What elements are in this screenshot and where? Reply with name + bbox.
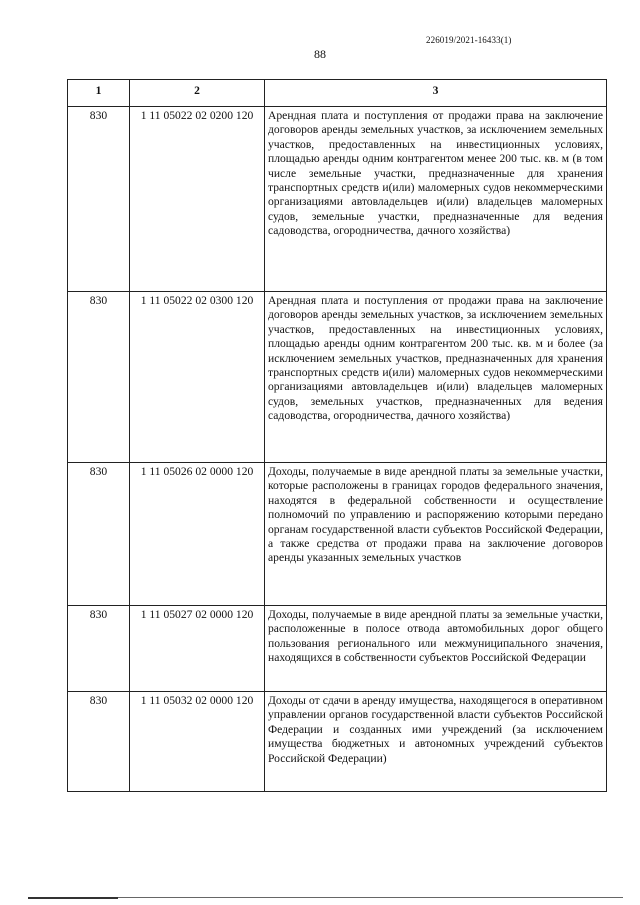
table-row: [68, 107, 607, 292]
description-cell: Доходы от сдачи в аренду имущества, находящегося в оперативном управлении органов государственной власти субъектов Российской Федерации и созданных ими учреждений (за исключением имущества бюджетных и автономных учреждений субъектов Российской Федерации): [265, 692, 607, 792]
revenue-codes-table: [67, 79, 607, 792]
description-cell: Арендная плата и поступления от продажи права на заключение договоров аренды земельных участков, за исключением земельных участков, предоставленных на инвестиционных условиях, площадью аренды одним контрагентом 200 тыс. кв. м и более (за исключением земельных участков, предназначенных для хранения транспортных средств и(или) маломерных судов некоммерческими организациями автовладельцев и(или) владельцев маломерных судов, земельных участков, предназначенных для ведения садоводства, огородничества, дачного хозяйства): [265, 292, 607, 463]
table-row: [68, 463, 607, 606]
table-row: [68, 292, 607, 463]
column-header-3: 3: [265, 80, 607, 107]
description-cell: Доходы, получаемые в виде арендной платы за земельные участки, расположенные в полосе отвода автомобильных дорог общего пользования регионального или межмуниципального значения, находящихся в собственности субъектов Российской Федерации: [265, 606, 607, 692]
revenue-code-cell: 1 11 05027 02 0000 120: [130, 606, 265, 692]
table-row: [68, 692, 607, 792]
column-header-1: 1: [68, 80, 130, 107]
page-bottom-rule-accent: [28, 897, 118, 899]
admin-code-cell: 830: [68, 292, 130, 463]
revenue-code-cell: 1 11 05022 02 0300 120: [130, 292, 265, 463]
description-cell: Арендная плата и поступления от продажи права на заключение договоров аренды земельных участков, за исключением земельных участков, предоставленных на инвестиционных условиях, площадью аренды одним контрагентом менее 200 тыс. кв. м (в том числе земельные участки, предназначенные для хранения транспортных средств и(или) маломерных судов некоммерческими организациями автовладельцев и(или) владельцев маломерных судов, земельные участки, предназначенные для ведения садоводства, огородничества, дачного хозяйства): [265, 107, 607, 292]
description-cell: Доходы, получаемые в виде арендной платы за земельные участки, которые расположены в границах городов федерального значения, находятся в федеральной собственности и осуществление полномочий по управлению и распоряжению которыми передано органам государственной власти субъектов Российской Федерации, а также средства от продажи права на заключение договоров аренды указанных земельных участков: [265, 463, 607, 606]
revenue-code-cell: 1 11 05026 02 0000 120: [130, 463, 265, 606]
page-number: 88: [314, 47, 326, 61]
document-id: 226019/2021-16433(1): [426, 35, 512, 45]
admin-code-cell: 830: [68, 463, 130, 606]
table-header-row: [68, 80, 607, 107]
admin-code-cell: 830: [68, 606, 130, 692]
table-row: [68, 606, 607, 692]
admin-code-cell: 830: [68, 692, 130, 792]
admin-code-cell: 830: [68, 107, 130, 292]
revenue-code-cell: 1 11 05032 02 0000 120: [130, 692, 265, 792]
revenue-code-cell: 1 11 05022 02 0200 120: [130, 107, 265, 292]
column-header-2: 2: [130, 80, 265, 107]
